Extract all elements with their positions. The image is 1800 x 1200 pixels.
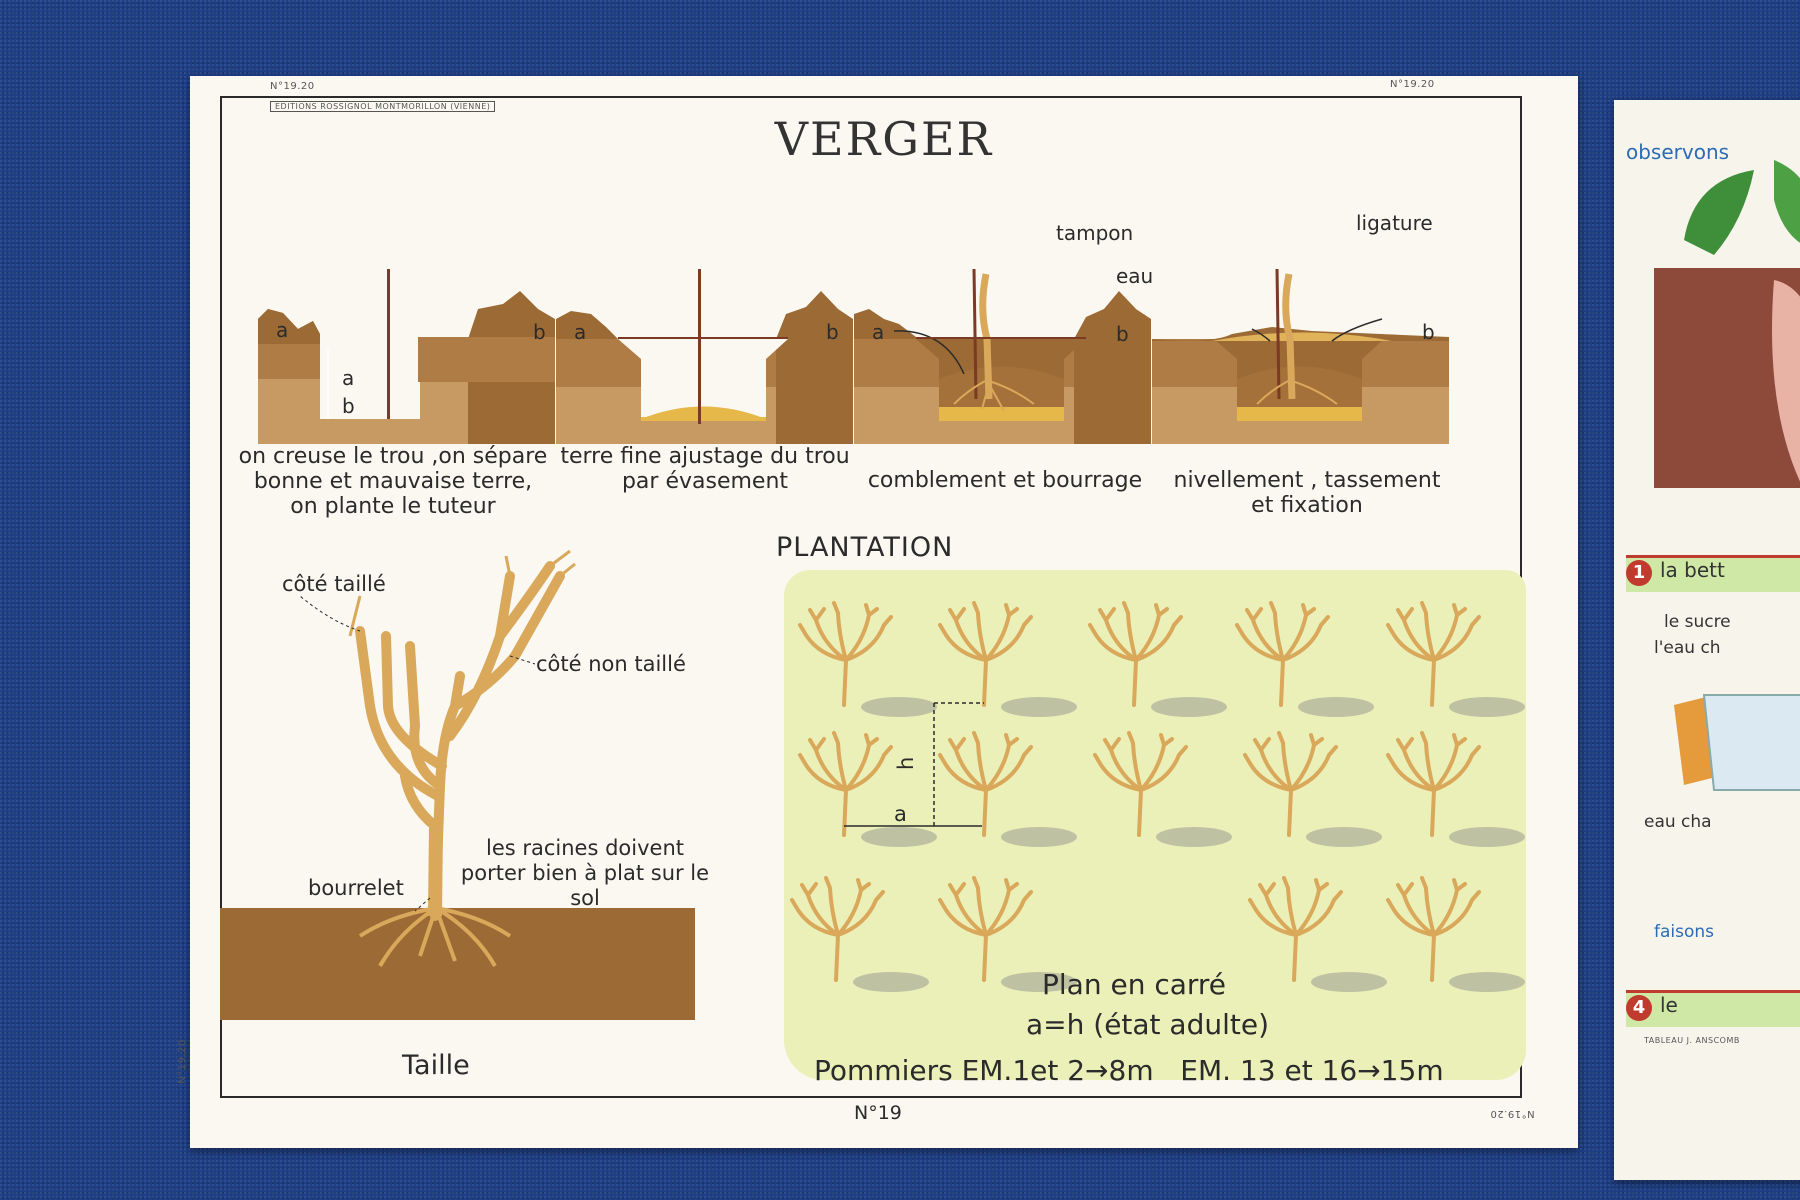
caption-step-4: nivellement , tassement et fixation bbox=[1173, 468, 1441, 518]
field-label-a: a bbox=[894, 802, 907, 826]
panel4-letter-b: b bbox=[1422, 320, 1435, 344]
adjacent-text-2: l'eau ch bbox=[1654, 638, 1721, 658]
panel1-letter-a: a bbox=[276, 318, 289, 342]
caption-step-3: comblement et bourrage bbox=[867, 468, 1143, 493]
planting-step-2-panel bbox=[556, 269, 853, 444]
panel2-letter-a: a bbox=[574, 320, 587, 344]
poster-number-corner: N°19.20 bbox=[270, 81, 315, 92]
poster-footer-flipped: N°19.20 bbox=[1490, 1108, 1535, 1119]
field-label-h: h bbox=[894, 756, 918, 770]
adjacent-section-1: 1 la bett bbox=[1626, 555, 1800, 592]
label-ligature: ligature bbox=[1356, 211, 1433, 235]
planting-step-1-panel bbox=[258, 269, 555, 444]
pruned-tree-illustration bbox=[210, 536, 770, 1096]
panel2-letter-b: b bbox=[826, 320, 839, 344]
adjacent-text-1: le sucre bbox=[1664, 612, 1731, 632]
beet-illustration bbox=[1654, 160, 1800, 490]
adjacent-faisons: faisons bbox=[1654, 922, 1715, 942]
adjacent-section-4: 4 le bbox=[1626, 990, 1800, 1027]
label-taille: Taille bbox=[402, 1050, 470, 1081]
plan-en-carre: Plan en carré bbox=[1042, 968, 1227, 1001]
plantation-heading: PLANTATION bbox=[776, 532, 954, 563]
publisher-label: EDITIONS ROSSIGNOL MONTMORILLON (VIENNE) bbox=[270, 101, 495, 112]
poster-footer-number: N°19 bbox=[854, 1102, 902, 1124]
label-cote-taille: côté taillé bbox=[282, 572, 386, 596]
caption-step-2: terre fine ajustage du trou par évasement bbox=[560, 444, 850, 494]
side-number-left: N°19.20 bbox=[176, 1039, 188, 1084]
adjacent-poster bbox=[1614, 100, 1800, 1180]
planting-step-3-panel bbox=[854, 269, 1151, 444]
label-tampon: tampon bbox=[1056, 221, 1134, 245]
pommiers-spacing: Pommiers EM.1et 2→8m EM. 13 et 16→15m bbox=[814, 1054, 1444, 1087]
adjacent-text-3: eau cha bbox=[1644, 812, 1712, 832]
panel1-depth-b: b bbox=[342, 394, 355, 418]
adjacent-footer: TABLEAU J. ANSCOMB bbox=[1644, 1036, 1740, 1045]
poster-title: VERGER bbox=[774, 112, 994, 166]
label-racines: les racines doivent porter bien à plat sur le sol bbox=[460, 836, 710, 910]
caption-step-1: on creuse le trou ,on sépare bonne et mauvaise terre, on plante le tuteur bbox=[238, 444, 548, 519]
verger-poster bbox=[176, 76, 1578, 1148]
label-bourrelet: bourrelet bbox=[308, 876, 404, 900]
panel1-depth-a: a bbox=[342, 366, 355, 390]
label-cote-non-taille: côté non taillé bbox=[536, 652, 686, 676]
panel1-letter-b: b bbox=[533, 320, 546, 344]
label-eau: eau bbox=[1116, 264, 1154, 288]
panel3-letter-a: a bbox=[872, 320, 885, 344]
orchard-trees-grid bbox=[784, 570, 1526, 1080]
panel3-letter-b: b bbox=[1116, 322, 1129, 346]
glass-illustration bbox=[1674, 665, 1800, 795]
poster-side-number: N°19.20 bbox=[1390, 79, 1435, 90]
plan-formula: a=h (état adulte) bbox=[1026, 1008, 1270, 1041]
planting-step-4-panel bbox=[1152, 269, 1449, 444]
adjacent-observons: observons bbox=[1626, 140, 1730, 164]
